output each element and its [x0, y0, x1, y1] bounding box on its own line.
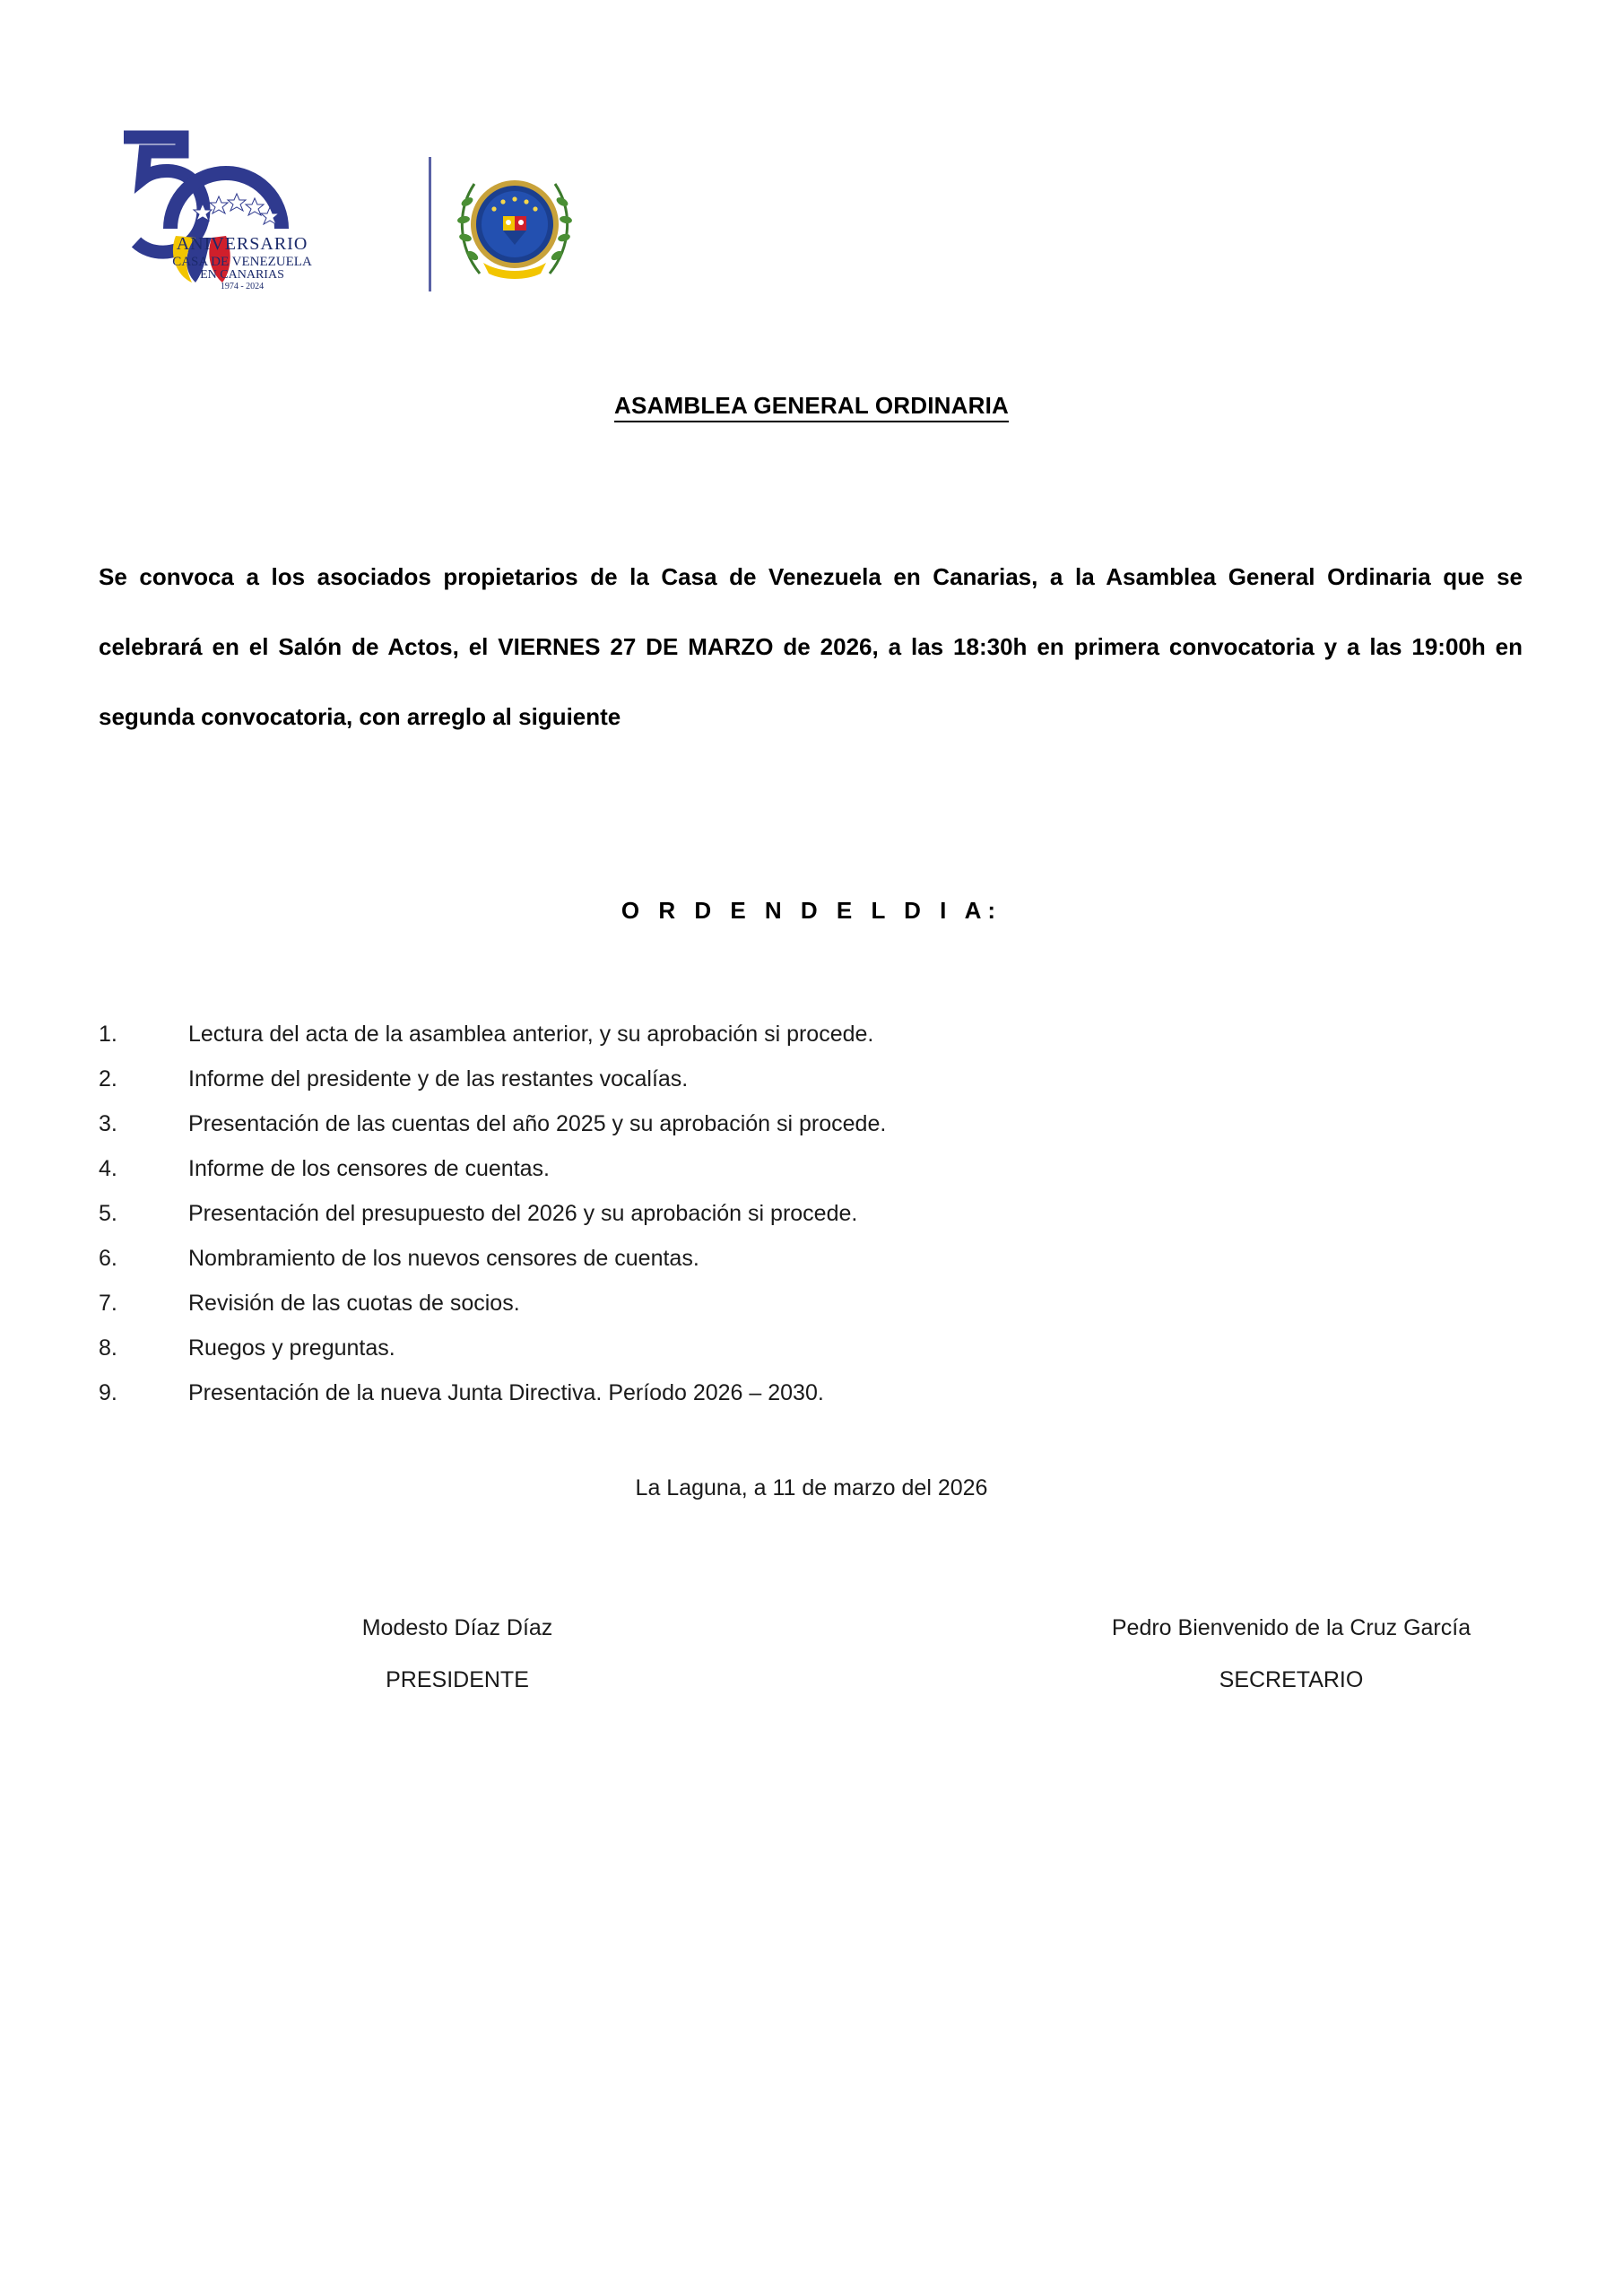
list-item-text: Presentación del presupuesto del 2026 y su aprobación si procede. — [188, 1201, 858, 1226]
list-item-number: 8. — [99, 1335, 117, 1361]
list-item — [99, 1326, 1533, 1370]
venezuela-crest-icon — [447, 148, 582, 300]
list-item — [99, 1236, 1533, 1281]
place-and-date: La Laguna, a 11 de marzo del 2026 — [635, 1475, 988, 1500]
anniversary-50-icon — [106, 110, 312, 290]
svg-text:ANIVERSARIO: ANIVERSARIO — [176, 234, 308, 254]
list-item — [99, 1057, 1533, 1101]
page-title — [0, 392, 1623, 420]
signature-role: SECRETARIO — [1219, 1667, 1364, 1692]
svg-text:1974 - 2024: 1974 - 2024 — [220, 282, 265, 290]
svg-text:EN CANARIAS: EN CANARIAS — [200, 268, 284, 282]
signature-name: Modesto Díaz Díaz — [361, 1615, 553, 1640]
list-item-number: 9. — [99, 1380, 117, 1405]
list-item-number: 1. — [99, 1022, 117, 1047]
list-item-text: Lectura del acta de la asamblea anterior, y su aprobación si procede. — [188, 1022, 874, 1047]
list-item-number: 2. — [99, 1066, 117, 1091]
signature-role: PRESIDENTE — [386, 1667, 529, 1692]
signature-block — [99, 1605, 1533, 1709]
list-item — [99, 1146, 1533, 1191]
list-item-text: Revisión de las cuotas de socios. — [188, 1291, 520, 1316]
logo-divider — [429, 157, 431, 291]
svg-text:CASA DE VENEZUELA: CASA DE VENEZUELA — [172, 255, 312, 269]
signature-name: Pedro Bienvenido de la Cruz García — [1111, 1615, 1471, 1640]
list-item-number: 4. — [99, 1156, 117, 1181]
list-item-text: Presentación de las cuentas del año 2025 y su aprobación si procede. — [188, 1111, 887, 1136]
anniversary-logo — [97, 94, 429, 354]
list-item — [99, 1191, 1533, 1236]
list-item-number: 6. — [99, 1246, 117, 1271]
list-item-number: 7. — [99, 1291, 117, 1316]
list-item-text: Presentación de la nueva Junta Directiva. Período 2026 – 2030. — [188, 1380, 824, 1405]
list-item-text: Informe del presidente y de las restantes vocalías. — [188, 1066, 689, 1091]
list-item-number: 5. — [99, 1201, 117, 1226]
list-item — [99, 1101, 1533, 1146]
list-item-text: Ruegos y preguntas. — [188, 1335, 395, 1361]
agenda-heading: O R D E N D E L D I A: — [621, 897, 1002, 924]
list-item — [99, 1012, 1533, 1057]
header-logo-block — [97, 90, 617, 359]
list-item — [99, 1370, 1533, 1415]
agenda-list — [99, 1012, 1533, 1415]
list-item-number: 3. — [99, 1111, 117, 1136]
crest-svg — [447, 148, 582, 300]
signature-secretary — [897, 1605, 1623, 1709]
page-title-text: ASAMBLEA GENERAL ORDINARIA — [614, 392, 1009, 422]
signature-president — [99, 1605, 897, 1709]
list-item — [99, 1281, 1533, 1326]
list-item-text: Informe de los censores de cuentas. — [188, 1156, 551, 1181]
list-item-text: Nombramiento de los nuevos censores de cuentas. — [188, 1246, 699, 1271]
convocatoria-paragraph: Se convoca a los asociados propietarios de la Casa de Venezuela en Canarias, a la Asamblea General Ordinaria que se celebrará en el Salón de Actos, el VIERNES 27 DE MARZO de 2026, a las 18:30h en primera convocatoria y a las 19:00h en segunda convocatoria, con arreglo al siguiente — [99, 563, 1523, 730]
